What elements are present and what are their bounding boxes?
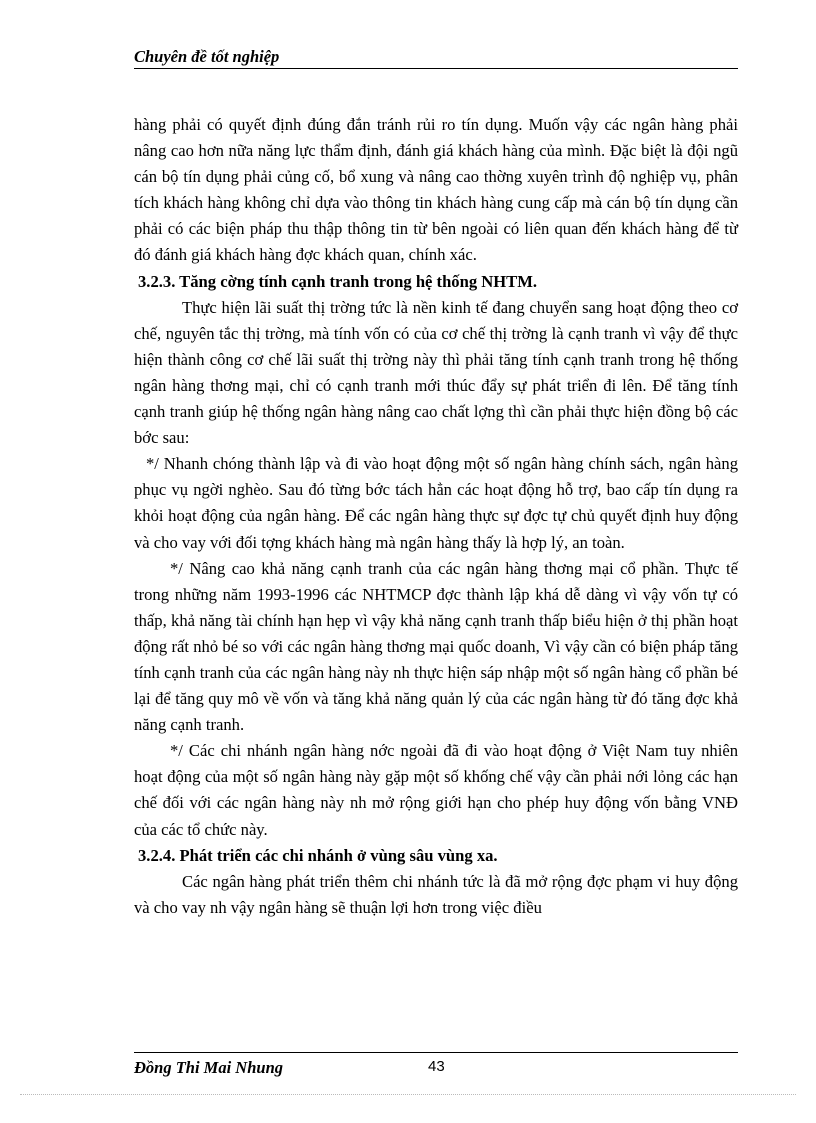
page-footer bbox=[134, 1052, 738, 1079]
running-header bbox=[134, 46, 738, 69]
footer-author: Đồng Thi Mai Nhung bbox=[134, 1058, 284, 1077]
body-text bbox=[134, 112, 738, 921]
paragraph-policy-banks: */ Nhanh chóng thành lập và đi vào hoạt động một số ngân hàng chính sách, ngân hàng phục vụ ngời nghèo. Sau đó từng bớc tách hẳn các hoạt động hỗ trợ, bao cấp tín dụng ra khỏi hoạt động của ngân hàng. Để các ngân hàng thực sự đợc tự chủ quyết định huy động và cho vay với đối tợng khách hàng mà ngân hàng thấy là hợp lý, an toàn. bbox=[134, 454, 738, 552]
paragraph-foreign-branches: */ Các chi nhánh ngân hàng nớc ngoài đã đi vào hoạt động ở Việt Nam tuy nhiên hoạt động của một số ngân hàng này gặp một số khống chế vậy cần phải nới lỏng các hạn chế đối với các ngân hàng này nh mở rộng giới hạn cho phép huy động vốn bằng VNĐ của các tổ chức này. bbox=[134, 741, 738, 839]
paragraph-continuation: hàng phải có quyết định đúng đắn tránh rủi ro tín dụng. Muốn vậy các ngân hàng phải nâng cao hơn nữa năng lực thẩm định, đánh giá khách hàng của mình. Đặc biệt là đội ngũ cán bộ tín dụng phải củng cố, bổ xung và nâng cao thờng xuyên trình độ nghiệp vụ, phân tích khách hàng không chỉ dựa vào thông tin khách hàng cung cấp mà cán bộ tín dụng cần phải có các biện pháp thu thập thông tin từ bên ngoài có liên quan đến khách hàng để từ đó đánh giá khách hàng đợc khách quan, chính xác. bbox=[134, 115, 738, 265]
paragraph-market-rate: Thực hiện lãi suất thị trờng tức là nền kinh tế đang chuyển sang hoạt động theo cơ chế, nguyên tắc thị trờng, mà tính vốn có của cơ chế thị trờng là cạnh tranh vì vậy để thực hiện thành công cơ chế lãi suất thị trờng này thì phải tăng tính cạnh tranh trong hệ thống ngân hàng thơng mại, chỉ có cạnh tranh mới thúc đẩy sự phát triển đi lên. Để tăng tính cạnh tranh giúp hệ thống ngân hàng nâng cao chất lợng thì cần phải thực hiện đồng bộ các bớc sau: bbox=[134, 297, 738, 448]
paragraph-branch-expansion: Các ngân hàng phát triển thêm chi nhánh tức là đã mở rộng đợc phạm vi huy động và cho vay nh vậy ngân hàng sẽ thuận lợi hơn trong việc điều bbox=[134, 871, 738, 917]
section-heading-3-2-3: 3.2.3. Tăng cờng tính cạnh tranh trong hệ thống NHTM. bbox=[138, 271, 538, 291]
header-title: Chuyên đề tốt nghiệp bbox=[134, 47, 280, 66]
section-heading-3-2-4: 3.2.4. Phát triển các chi nhánh ở vùng sâu vùng xa. bbox=[138, 845, 498, 865]
page-number: 43 bbox=[428, 1058, 445, 1075]
page-bottom-divider bbox=[20, 1094, 796, 1095]
paragraph-joint-stock-banks: */ Nâng cao khả năng cạnh tranh của các ngân hàng thơng mại cổ phần. Thực tế trong những năm 1993-1996 các NHTMCP đợc thành lập khá dễ dàng vì vậy vốn tự có thấp, khả năng tài chính hạn hẹp vì vậy khả năng cạnh tranh thấp biểu hiện ở thị phần hoạt động rất nhỏ bé so với các ngân hàng thơng mại quốc doanh, Vì vậy cần có biện pháp tăng tính cạnh tranh của các ngân hàng này nh thực hiện sáp nhập một số ngân hàng cổ phần bé lại để tăng quy mô về vốn và tăng khả năng quản lý của các ngân hàng từ đó tăng đợc khả năng cạnh tranh. bbox=[134, 558, 738, 735]
